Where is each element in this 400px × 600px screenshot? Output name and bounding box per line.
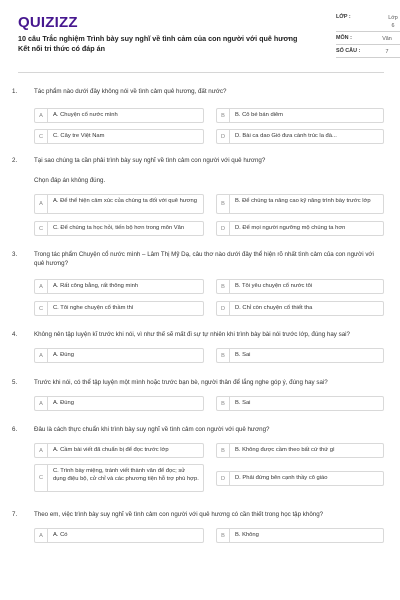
option-b[interactable] — [216, 279, 384, 294]
option-b[interactable] — [216, 528, 384, 543]
option-a[interactable] — [34, 443, 204, 458]
option-text: C. Để chúng ta học hỏi, tiến bộ hơn trong môn Văn — [53, 225, 185, 231]
option-text: A. Chuyện cổ nước mình — [53, 112, 118, 118]
option-letter: D — [217, 130, 230, 143]
option-text: A. Đúng — [53, 400, 74, 406]
option-letter: A — [35, 444, 48, 457]
option-text: B. Sai — [235, 400, 251, 406]
option-letter: A — [35, 349, 48, 362]
option-text: A. Để thể hiện cảm xúc của chúng ta đối với quê hương — [53, 198, 197, 204]
meta-divider — [336, 57, 400, 58]
meta-row-subject — [336, 35, 400, 43]
option-b[interactable] — [216, 443, 384, 458]
option-text: C. Trình bày miệng, tránh viết thành văn để đọc; sử dụng điệu bộ, cử chỉ và các phương tiện hỗ trợ phù hợp. — [53, 468, 199, 482]
option-b[interactable] — [216, 194, 384, 214]
meta-value: Lớp 6 — [388, 15, 398, 29]
option-a[interactable] — [34, 396, 204, 411]
option-text: D. Phải đứng bên cạnh thầy cô giáo — [235, 475, 328, 481]
option-c[interactable] — [34, 221, 204, 236]
option-letter: A — [35, 529, 48, 542]
option-b[interactable] — [216, 348, 384, 363]
meta-row-class — [336, 14, 400, 30]
worksheet-title: 10 câu Trắc nghiệm Trình bày suy nghĩ về tình cảm của con người với quê hương Kết nối tri thức có đáp án — [18, 34, 298, 53]
question-number: 2. — [12, 157, 18, 164]
option-text: C. Cây tre Việt Nam — [53, 133, 105, 139]
option-letter: A — [35, 109, 48, 122]
question-number: 1. — [12, 88, 18, 95]
option-letter: A — [35, 280, 48, 293]
meta-label: MÔN : — [336, 35, 352, 41]
worksheet-header — [18, 14, 398, 74]
option-letter: A — [35, 397, 48, 410]
option-letter: B — [217, 444, 230, 457]
option-d[interactable] — [216, 301, 384, 316]
meta-divider — [336, 31, 400, 32]
quizizz-logo: QUIZIZZ — [18, 14, 78, 31]
question-text: Theo em, việc trình bày suy nghĩ về tình cảm con người với quê hương có cần thiết trong học tập không? — [34, 511, 324, 518]
option-text: B. Không được cầm theo bất cứ thứ gì — [235, 447, 335, 453]
meta-value: 7 — [385, 49, 389, 55]
option-a[interactable] — [34, 194, 204, 214]
option-text: B. Cô bé bán diêm — [235, 112, 284, 118]
question-number: 5. — [12, 379, 18, 386]
question-number: 7. — [12, 511, 18, 518]
option-letter: C — [35, 465, 48, 491]
option-letter: B — [217, 280, 230, 293]
option-text: D. Để mọi người ngưỡng mộ chúng ta hơn — [235, 225, 346, 231]
worksheet-meta — [336, 14, 400, 61]
option-letter: B — [217, 397, 230, 410]
meta-divider — [336, 44, 400, 45]
question-text: Tác phẩm nào dưới đây không nói về tình cảm quê hương, đất nước? — [34, 88, 227, 95]
option-a[interactable] — [34, 528, 204, 543]
option-text: D. Bài ca dao Gió đưa cành trúc la đà... — [235, 133, 337, 139]
question-text: Trước khi nói, có thể tập luyện một mình hoặc trước bạn bè, người thân để lắng nghe góp ý, đúng hay sai? — [34, 379, 328, 386]
option-text: B. Sai — [235, 352, 251, 358]
meta-row-count — [336, 48, 400, 56]
option-letter: A — [35, 195, 48, 213]
option-letter: B — [217, 195, 230, 213]
option-text: C. Tôi nghe chuyện cổ thầm thì — [53, 305, 134, 311]
question-number: 3. — [12, 251, 18, 258]
option-b[interactable] — [216, 396, 384, 411]
option-b[interactable] — [216, 108, 384, 123]
option-a[interactable] — [34, 279, 204, 294]
option-text: A. Đúng — [53, 352, 74, 358]
option-text: B. Để chúng ta nâng cao kỹ năng trình bày trước lớp — [235, 198, 371, 204]
option-text: B. Tôi yêu chuyện cổ nước tôi — [235, 283, 313, 289]
option-letter: D — [217, 222, 230, 235]
option-d[interactable] — [216, 471, 384, 486]
option-c[interactable] — [34, 129, 204, 144]
option-letter: D — [217, 472, 230, 485]
option-letter: B — [217, 529, 230, 542]
option-text: B. Không — [235, 532, 259, 538]
option-a[interactable] — [34, 348, 204, 363]
header-divider — [18, 72, 384, 73]
option-letter: C — [35, 130, 48, 143]
meta-value: Văn — [382, 36, 392, 42]
option-letter: C — [35, 222, 48, 235]
option-letter: B — [217, 109, 230, 122]
option-letter: C — [35, 302, 48, 315]
option-c[interactable] — [34, 464, 204, 492]
question-text: Không nên tập luyện kĩ trước khi nói, vì như thế sẽ mất đi sự tự nhiên khi trình bày bài nói trước lớp, đúng hay sai? — [34, 331, 350, 338]
meta-label: SỐ CÂU : — [336, 48, 361, 54]
option-c[interactable] — [34, 301, 204, 316]
option-d[interactable] — [216, 221, 384, 236]
question-text: Tại sao chúng ta cần phải trình bày suy nghĩ về tình cảm con người với quê hương? — [34, 157, 266, 164]
question-text: Đâu là cách thực chuẩn khi trình bày suy nghĩ về tình cảm con người với quê hương? — [34, 426, 270, 433]
option-letter: B — [217, 349, 230, 362]
option-letter: D — [217, 302, 230, 315]
question-instruction: Chọn đáp án không đúng. — [34, 177, 106, 184]
option-text: A. Rất công bằng, rất thông minh — [53, 283, 139, 289]
question-number: 6. — [12, 426, 18, 433]
meta-label: LỚP : — [336, 14, 351, 20]
question-text: Trong tác phẩm Chuyện cổ nước mình – Lâm Thị Mỹ Dạ, câu thơ nào dưới đây thể hiện rõ nhất tình cảm của con người với quê hương? — [34, 251, 374, 267]
option-d[interactable] — [216, 129, 384, 144]
option-a[interactable] — [34, 108, 204, 123]
option-text: A. Có — [53, 532, 68, 538]
option-text: D. Chỉ còn chuyện cổ thiết tha — [235, 305, 313, 311]
question-number: 4. — [12, 331, 18, 338]
option-text: A. Cầm bài viết đã chuẩn bị để đọc trước lớp — [53, 447, 169, 453]
